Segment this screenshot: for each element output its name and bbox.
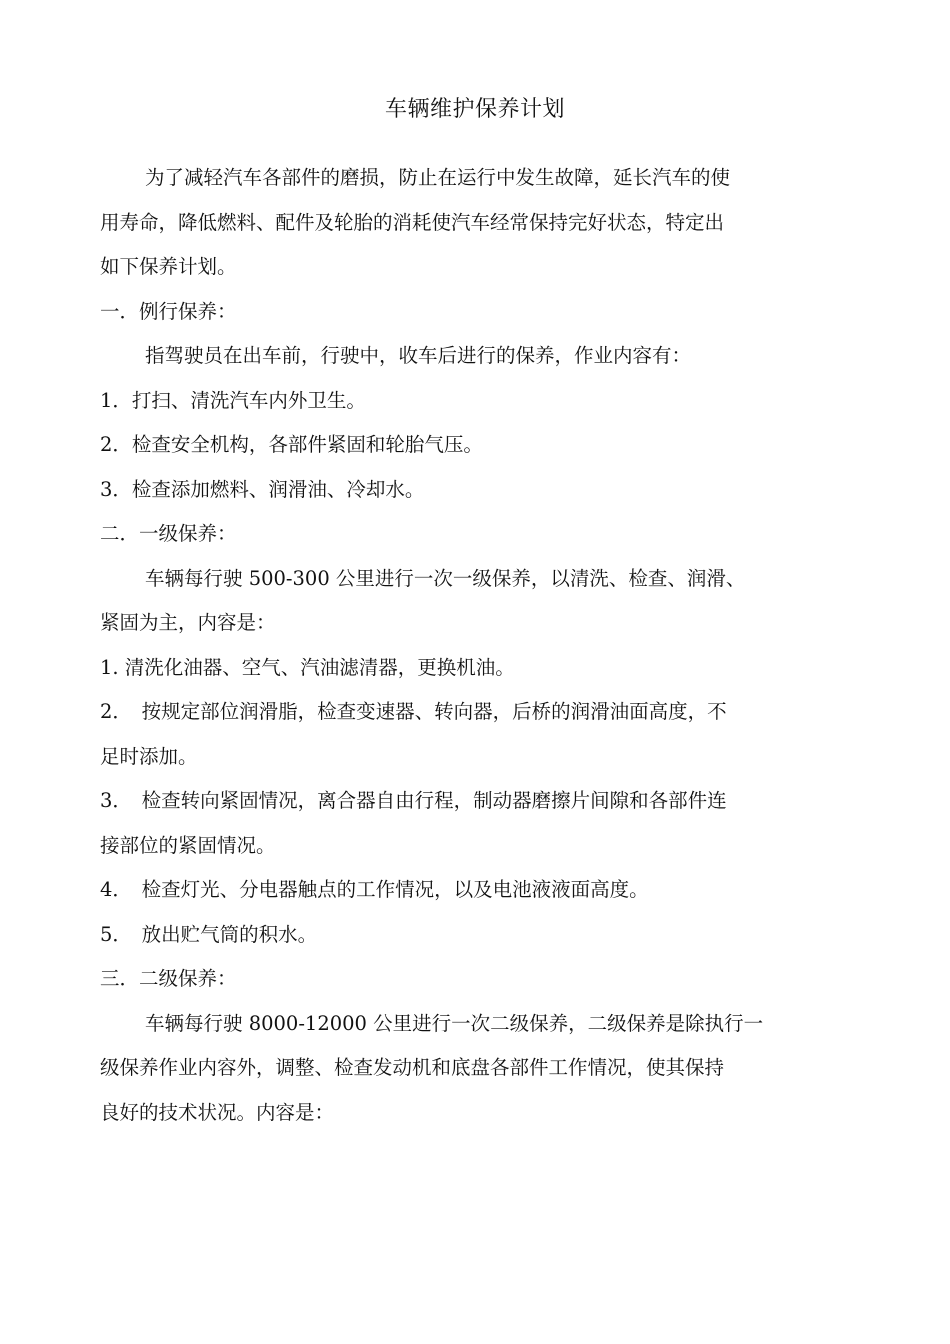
list-item: 5． 放出贮气筒的积水。 (100, 922, 318, 946)
list-item: 4． 检查灯光、分电器触点的工作情况，以及电池液液面高度。 (100, 878, 649, 901)
paragraph-line: 如下保养计划。 (100, 255, 237, 278)
paragraph-line: 为了减轻汽车各部件的磨损，防止在运行中发生故障，延长汽车的使 (145, 166, 731, 189)
section-heading: 一．例行保养： (100, 299, 237, 323)
list-item: 3．检查添加燃料、润滑油、冷却水。 (100, 477, 425, 501)
document-title: 车辆维护保养计划 (384, 97, 565, 122)
list-item: 3． 检查转向紧固情况，离合器自由行程，制动器磨擦片间隙和各部件连 (100, 789, 727, 812)
paragraph-line: 级保养作业内容外，调整、检查发动机和底盘各部件工作情况，使其保持 (100, 1056, 725, 1079)
section-heading: 三．二级保养： (100, 967, 237, 990)
paragraph-line: 用寿命，降低燃料、配件及轮胎的消耗使汽车经常保持完好状态，特定出 (100, 210, 725, 234)
list-item: 2． 按规定部位润滑脂，检查变速器、转向器，后桥的润滑油面高度，不 (100, 700, 727, 723)
list-item: 1. 清洗化油器、空气、汽油滤清器，更换机油。 (100, 655, 515, 679)
list-item-continuation: 足时添加。 (100, 744, 198, 768)
paragraph-line: 紧固为主，内容是： (100, 611, 276, 634)
list-item: 2．检查安全机构，各部件紧固和轮胎气压。 (100, 433, 483, 456)
paragraph-line: 指驾驶员在出车前，行驶中，收车后进行的保养，作业内容有： (145, 344, 692, 367)
list-item-continuation: 接部位的紧固情况。 (100, 833, 276, 857)
list-item: 1．打扫、清洗汽车内外卫生。 (100, 388, 366, 412)
section-heading: 二．一级保养： (100, 522, 237, 545)
paragraph-line: 车辆每行驶 8000-12000 公里进行一次二级保养，二级保养是除执行一 (145, 1011, 764, 1035)
paragraph-line: 良好的技术状况。内容是： (100, 1100, 335, 1124)
paragraph-line: 车辆每行驶 500-300 公里进行一次一级保养，以清洗、检查、润滑、 (145, 566, 746, 590)
document-body (100, 156, 820, 1135)
